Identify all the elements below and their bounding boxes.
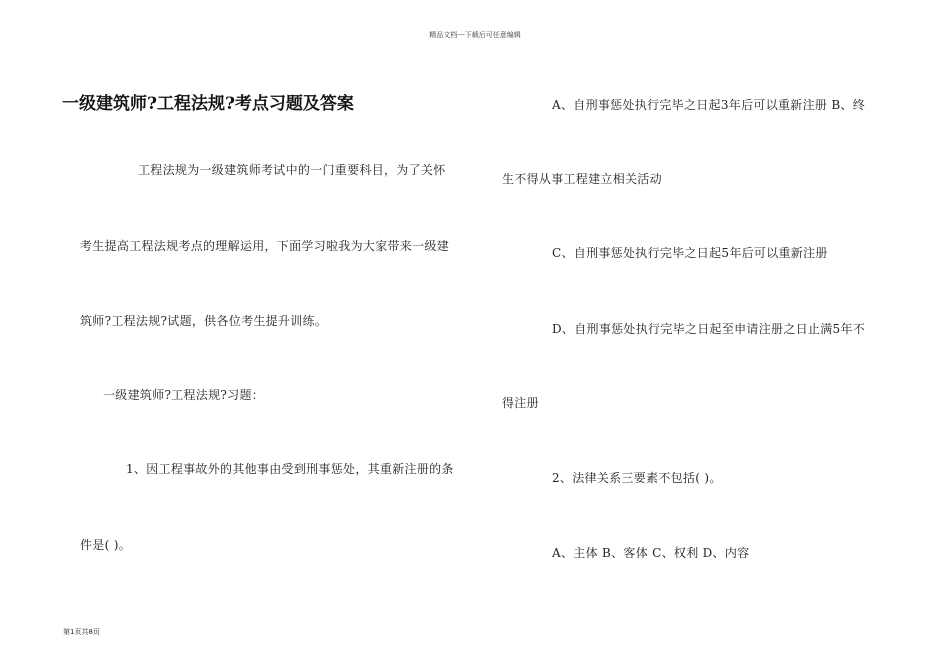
q2-options: A、主体 B、客体 C、权利 D、内容: [552, 546, 750, 560]
q1-option-ab-line-1: A、自刑事惩处执行完毕之日起3年后可以重新注册 B、终: [552, 98, 866, 112]
document-title: 一级建筑师?工程法规?考点习题及答案: [62, 94, 354, 114]
intro-line-2: 考生提高工程法规考点的理解运用，下面学习啦我为大家带来一级建: [80, 239, 450, 253]
section-heading: 一级建筑师?工程法规?习题：: [103, 388, 265, 402]
page-header: 精品文档---下载后可任意编辑: [429, 31, 521, 39]
question-2: 2、法律关系三要素不包括( )。: [552, 471, 722, 485]
intro-line-1: 工程法规为一级建筑师考试中的一门重要科目，为了关怀: [138, 163, 446, 177]
intro-line-3: 筑师?工程法规?试题，供各位考生提升训练。: [80, 314, 328, 328]
q1-option-d-line-2: 得注册: [502, 396, 539, 410]
page-footer: 第1页共8页: [63, 628, 100, 636]
question-1-line-2: 件是( )。: [80, 538, 131, 552]
q1-option-c: C、自刑事惩处执行完毕之日起5年后可以重新注册: [552, 246, 828, 260]
question-1-line-1: 1、因工程事故外的其他事由受到刑事惩处，其重新注册的条: [126, 462, 454, 476]
q1-option-ab-line-2: 生不得从事工程建立相关活动: [502, 172, 662, 186]
q1-option-d-line-1: D、自刑事惩处执行完毕之日起至申请注册之日止满5年不: [552, 322, 866, 336]
